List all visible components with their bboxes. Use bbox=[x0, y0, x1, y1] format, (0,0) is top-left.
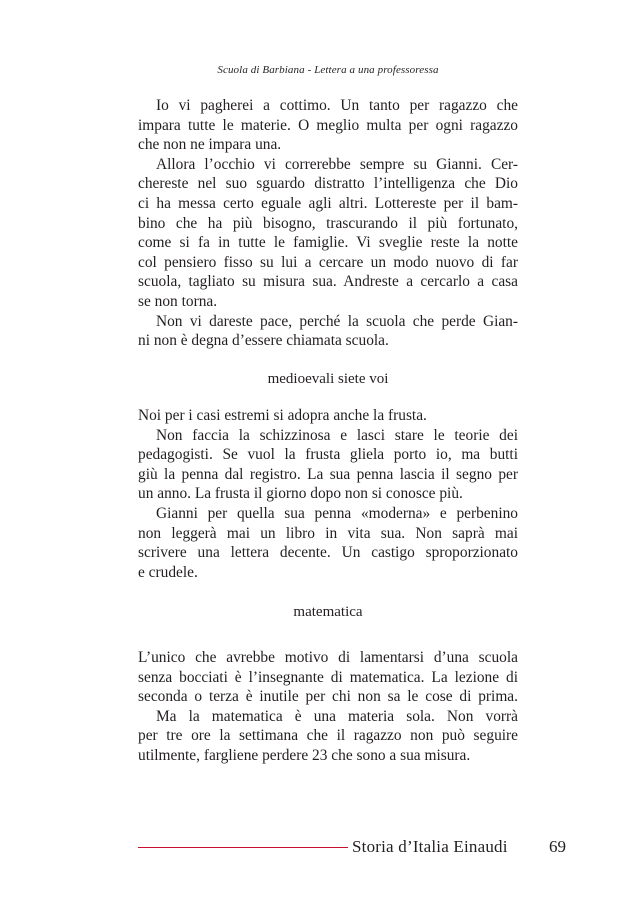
text-line: col pensiero fisso su lui a cercare un modo nuovo di far bbox=[138, 253, 518, 271]
text-line: Non vi dareste pace, perché la scuola che perde Gian- bbox=[156, 312, 518, 330]
text-line: bino che ha più bisogno, trascurando il più fortunato, bbox=[138, 214, 518, 232]
text-line: Noi per i casi estremi si adopra anche la frusta. bbox=[138, 407, 427, 424]
text-line: Ma la matematica è una materia sola. Non vorrà bbox=[156, 707, 518, 725]
text-line: pedagogisti. Se vuol la frusta gliela porto io, ma butti bbox=[138, 446, 518, 464]
text-line: utilmente, fargliene perdere 23 che sono a sua misura. bbox=[138, 746, 471, 764]
text-line: Io vi pagherei a cottimo. Un tanto per ragazzo che bbox=[156, 97, 518, 114]
text-line: Gianni per quella sua penna «moderna» e perbenino bbox=[156, 504, 518, 522]
running-header: Scuola di Barbiana - Lettera a una professoressa bbox=[217, 64, 439, 76]
text-line: L’unico che avrebbe motivo di lamentarsi d’una scuola bbox=[138, 649, 518, 666]
text-line: non leggerà mai un libro in vita sua. Non saprà mai bbox=[138, 524, 518, 542]
page-number: 69 bbox=[549, 837, 566, 856]
paragraph-block-2 bbox=[138, 406, 518, 582]
text-line: un anno. La frusta il giorno dopo non si conosce più. bbox=[138, 485, 463, 503]
text-line: scuola, tagliato su misura sua. Andreste a cercarlo a casa bbox=[138, 273, 518, 291]
text-line: chereste nel suo sguardo distratto l’intelligenza che Dio bbox=[138, 175, 518, 193]
text-line: per tre ore la settimana che il ragazzo non può seguire bbox=[138, 727, 518, 745]
text-line: che non ne impara una. bbox=[138, 136, 282, 154]
paragraph-block-3 bbox=[138, 648, 518, 766]
text-line: come si fa in tutte le famiglie. Vi sveglie reste la notte bbox=[138, 234, 518, 252]
footer-rule bbox=[138, 847, 348, 848]
paragraph-block-1 bbox=[138, 96, 518, 351]
text-line: senza bocciati è l’insegnante di matematica. La lezione di bbox=[138, 668, 518, 686]
text-line: ni non è degna d’essere chiamata scuola. bbox=[138, 332, 389, 350]
text-line: giù la penna dal registro. La sua penna lascia il segno per bbox=[138, 465, 518, 483]
section-heading: medioevali siete voi bbox=[267, 371, 389, 387]
text-line: seconda o terza è inutile per chi non sa le cose di prima. bbox=[138, 688, 518, 706]
text-line: e crudele. bbox=[138, 563, 198, 581]
footer-publisher: Storia d’Italia Einaudi bbox=[352, 837, 508, 856]
text-line: impara tutte le materie. O meglio multa per ogni ragazzo bbox=[138, 116, 518, 134]
text-line: Allora l’occhio vi correrebbe sempre su Gianni. Cer- bbox=[156, 155, 518, 173]
text-line: ci ha messa certo eguale agli altri. Lottereste per il bam- bbox=[138, 194, 518, 212]
text-line: scrivere una lettera decente. Un castigo sproporzionato bbox=[138, 544, 518, 562]
text-line: Non faccia la schizzinosa e lasci stare le teorie dei bbox=[156, 426, 518, 444]
text-line: se non torna. bbox=[138, 292, 218, 310]
section-heading: matematica bbox=[293, 604, 363, 620]
